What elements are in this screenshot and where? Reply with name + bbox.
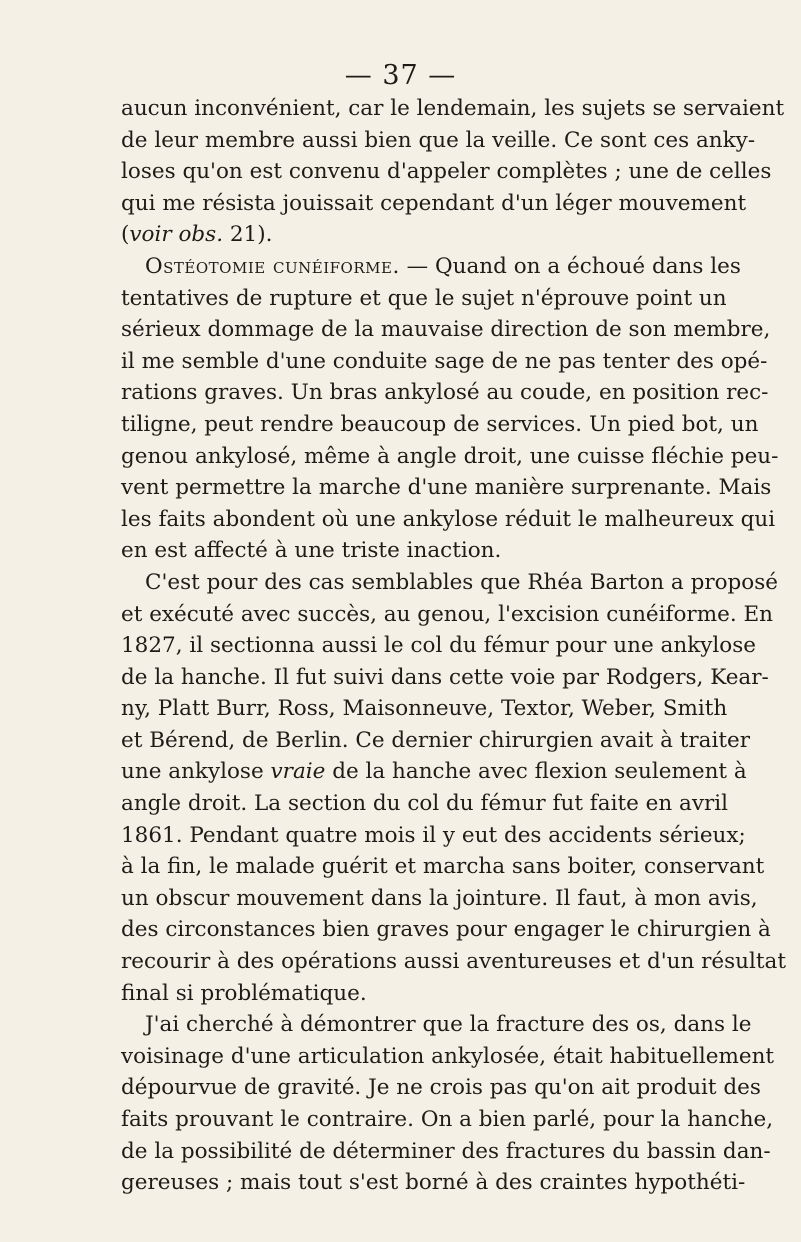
text-line: et Bérend, de Berlin. Ce dernier chirurgien avait à traiter — [121, 727, 750, 753]
text-line: de la possibilité de déterminer des fractures du bassin dan- — [121, 1138, 771, 1164]
text-line: à la fin, le malade guérit et marcha sans boiter, conservant — [121, 854, 765, 880]
text-line: 1861. Pendant quatre mois il y eut des accidents sérieux; — [121, 822, 746, 848]
body-text — [121, 93, 786, 1199]
text-fragment: de la hanche avec flexion seulement à — [325, 759, 747, 785]
text-line: faits prouvant le contraire. On a bien parlé, pour la hanche, — [121, 1107, 774, 1132]
text-line: angle droit. La section du col du fémur fut faite en avril — [121, 791, 729, 817]
text-line: (voir obs. 21). — [121, 222, 273, 248]
text-line — [121, 756, 747, 788]
text-line: des circonstances bien graves pour engager le chirurgien à — [121, 917, 771, 943]
italic-word: vraie — [270, 759, 326, 785]
italic-reference: voir obs. — [129, 222, 224, 248]
page-number: — 37 — — [344, 60, 457, 91]
text-line: les faits abondent où une ankylose réduit le malheureux qui — [121, 506, 776, 532]
text-line: final si problématique. — [121, 980, 367, 1006]
text-line: genou ankylosé, même à angle droit, une cuisse fléchie peu- — [121, 443, 779, 469]
text-line: qui me résista jouissait cependant d'un léger mouvement — [121, 190, 747, 216]
text-line: gereuses ; mais tout s'est borné à des craintes hypothéti- — [121, 1170, 746, 1196]
text-line: tentatives de rupture et que le sujet n'éprouve point un — [121, 285, 727, 311]
text-line: voisinage d'une articulation ankylosée, était habituellement — [121, 1043, 775, 1069]
section-heading-line — [121, 251, 741, 283]
section-heading: Ostéotomie cunéiforme. — [145, 253, 400, 279]
text-line: aucun inconvénient, car le lendemain, les sujets se servaient — [121, 96, 785, 121]
text-line: et exécuté avec succès, au genou, l'excision cunéiforme. En — [121, 601, 774, 627]
text-line: loses qu'on est convenu d'appeler complètes ; une de celles — [121, 159, 772, 185]
text-fragment: — Quand on a échoué dans les — [399, 253, 741, 279]
text-line: un obscur mouvement dans la jointure. Il faut, à mon avis, — [121, 885, 758, 911]
text-line: rations graves. Un bras ankylosé au coude, en position rec- — [121, 380, 769, 406]
text-fragment: une ankylose — [121, 759, 271, 785]
text-line: J'ai cherché à démontrer que la fracture des os, dans le — [145, 1012, 752, 1038]
text-line: ny, Platt Burr, Ross, Maisonneuve, Textor, Weber, Smith — [121, 696, 728, 722]
text-line: C'est pour des cas semblables que Rhéa Barton a proposé — [145, 569, 779, 595]
text-line: dépourvue de gravité. Je ne crois pas qu'on ait produit des — [121, 1075, 761, 1101]
text-fragment: 21). — [223, 222, 273, 248]
text-line: il me semble d'une conduite sage de ne pas tenter des opé- — [121, 348, 768, 374]
text-line: recourir à des opérations aussi aventureuses et d'un résultat — [121, 949, 786, 975]
text-line: 1827, il sectionna aussi le col du fémur pour une ankylose — [121, 633, 756, 659]
text-line: de la hanche. Il fut suivi dans cette voie par Rodgers, Kear- — [121, 664, 769, 690]
text-line: en est affecté à une triste inaction. — [121, 538, 502, 564]
text-line: vent permettre la marche d'une manière surprenante. Mais — [121, 475, 772, 501]
text-line: sérieux dommage de la mauvaise direction de son membre, — [121, 317, 771, 343]
text-line: tiligne, peut rendre beaucoup de services. Un pied bot, un — [121, 411, 759, 437]
text-line: de leur membre aussi bien que la veille. Ce sont ces anky- — [121, 127, 756, 153]
